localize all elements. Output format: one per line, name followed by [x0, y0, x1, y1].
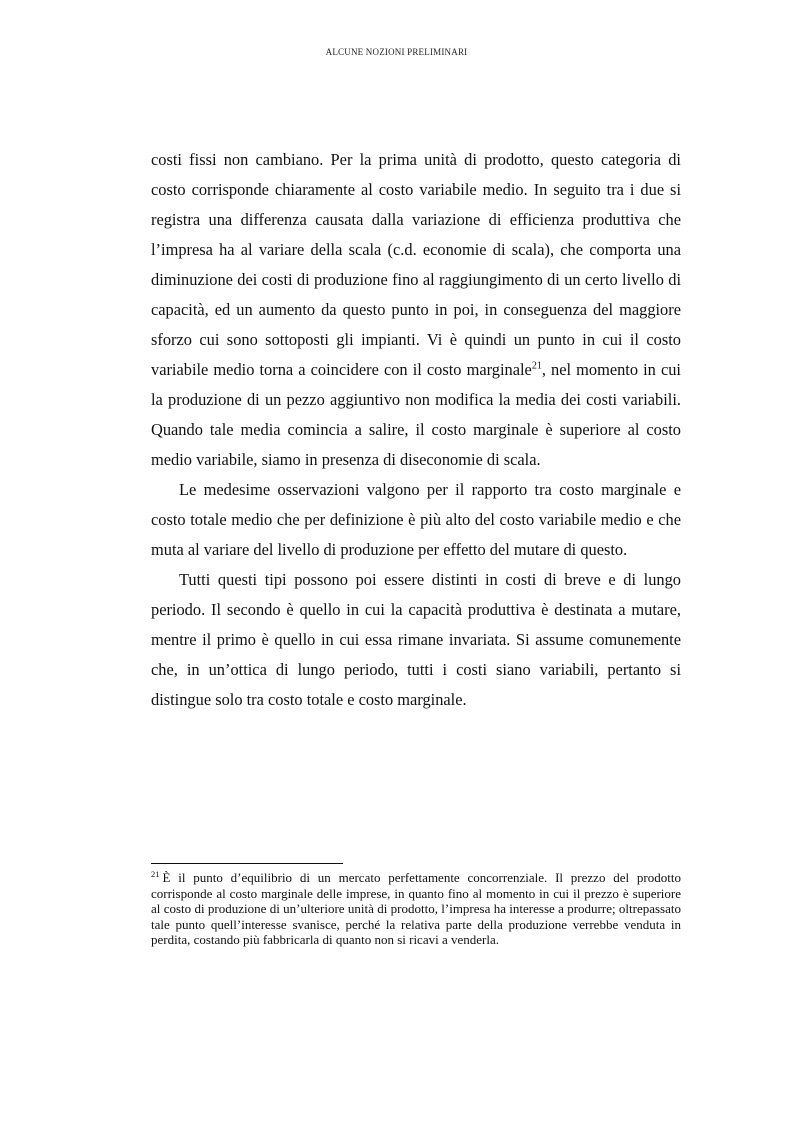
paragraph-1 [151, 145, 681, 475]
paragraph-2: Le medesime osservazioni valgono per il rapporto tra costo marginale e costo totale medio che per definizione è più alto del costo variabile medio e che muta al variare del livello di produzione per effetto del mutare di questo. [151, 480, 681, 559]
paragraph-3: Tutti questi tipi possono poi essere distinti in costi di breve e di lungo periodo. Il secondo è quello in cui la capacità produttiva è destinata a mutare, mentre il primo è quello in cui essa rimane invariata. Si assume comunemente che, in un’ottica di lungo periodo, tutti i costi siano variabili, pertanto si distingue solo tra costo totale e costo marginale. [151, 570, 681, 709]
main-text [151, 145, 681, 715]
paragraph-1-text-b: , nel momento in cui la produzione di un pezzo aggiuntivo non modifica la media dei costi variabili. Quando tale media comincia a salire, il costo marginale è superiore al costo medio variabile, siamo in presenza di diseconomie di scala. [151, 360, 681, 469]
footnote-reference[interactable]: 21 [531, 360, 542, 372]
footnote-text: È il punto d’equilibrio di un mercato perfettamente concorrenziale. Il prezzo del prodotto corrisponde al costo marginale delle imprese, in quanto fino al momento in cui il prezzo è superiore al costo di produzione di un’ulteriore unità di prodotto, l’impresa ha interesse a produrre; oltrepassato tale punto quell’interesse svanisce, perché la relativa parte della produzione verrebbe venduta in perdita, costando più fabbricarla di quanto non si ricavi a venderla. [151, 870, 681, 948]
footnote-separator [151, 863, 343, 864]
running-header: ALCUNE NOZIONI PRELIMINARI [325, 47, 468, 57]
footnote-number: 21 [151, 868, 160, 879]
footnote [151, 870, 681, 948]
footnote-21 [151, 870, 681, 948]
paragraph-1-text-a: costi fissi non cambiano. Per la prima unità di prodotto, questo categoria di costo corrisponde chiaramente al costo variabile medio. In seguito tra i due si registra una differenza causata dalla variazione di efficienza produttiva che l’impresa ha al variare della scala (c.d. economie di scala), che comporta una diminuzione dei costi di produzione fino al raggiungimento di un certo livello di capacità, ed un aumento da questo punto in poi, in conseguenza del maggiore sforzo cui sono sottoposti gli impianti. Vi è quindi un punto in cui il costo variabile medio torna a coincidere con il costo marginale [151, 150, 681, 379]
